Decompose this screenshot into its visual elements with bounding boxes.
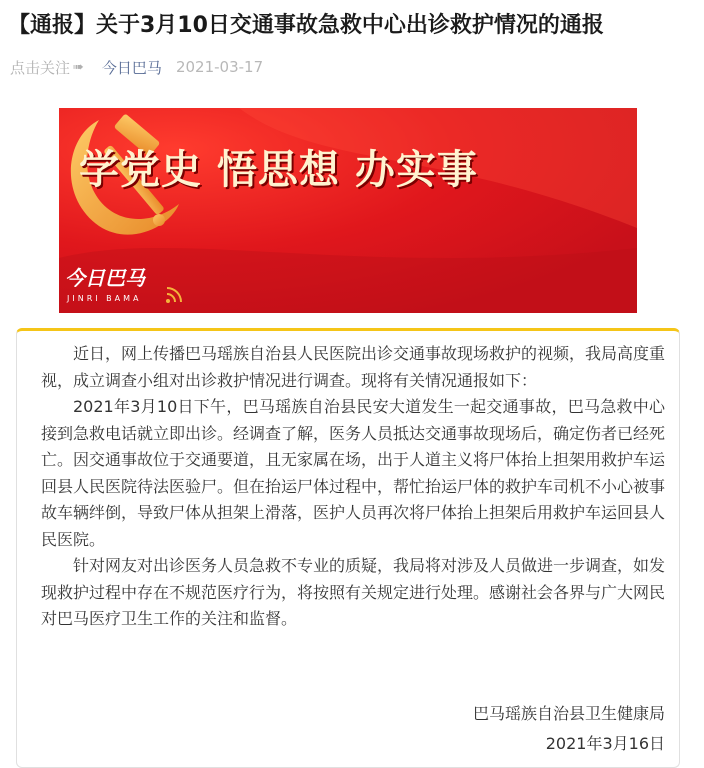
article-title: 【通报】关于3月10日交通事故急救中心出诊救护情况的通报: [8, 13, 604, 38]
follow-label: 点击关注: [10, 58, 71, 77]
notice-paragraph-incident: 2021年3月10日下午，巴马瑶族自治县民安大道发生一起交通事故，巴马急救中心接到急救电话就立即出诊。经调查了解，医务人员抵达交通事故现场后，确定伤者已经死亡。因交通事故位于交通要道，且无家属在场，出于人道主义将尸体抬上担架用救护车运回县人民医院待法医验尸。但在抬运尸体过程中，帮忙抬运尸体的救护车司机不小心被事故车辆绊倒，导致尸体从担架上滑落，医护人员再次将尸体抬上担架后用救护车运回县人民医院。: [41, 397, 666, 549]
notice-card: [16, 328, 680, 768]
notice-signature: 巴马瑶族自治县卫生健康局: [472, 704, 665, 723]
article-meta: [10, 56, 263, 78]
follow-link[interactable]: [10, 57, 84, 78]
banner-brand-logo: 今日巴马: [65, 266, 145, 290]
banner-slogan: 学党史 悟思想 办实事: [79, 146, 478, 193]
notice-sign-date: 2021年3月16日: [545, 734, 665, 753]
arrow-right-icon: ➠: [73, 59, 84, 75]
account-name-link[interactable]: 今日巴马: [101, 58, 162, 77]
banner-brand-subtitle: JINRI BAMA: [67, 294, 142, 303]
notice-paragraph-response: 针对网友对出诊医务人员急救不专业的质疑，我局将对涉及人员做进一步调查，如发现救护过程中存在不规范医疗行为，将按照有关规定进行处理。感谢社会各界与广大网民对巴马医疗卫生工作的关注和监督。: [41, 556, 666, 628]
banner-image: [59, 108, 637, 313]
publish-date: 2021-03-17: [175, 58, 264, 76]
notice-paragraph-intro: 近日，网上传播巴马瑶族自治县人民医院出诊交通事故现场救护的视频，我局高度重视，成立调查小组对出诊救护情况进行调查。现将有关情况通报如下：: [41, 344, 666, 390]
